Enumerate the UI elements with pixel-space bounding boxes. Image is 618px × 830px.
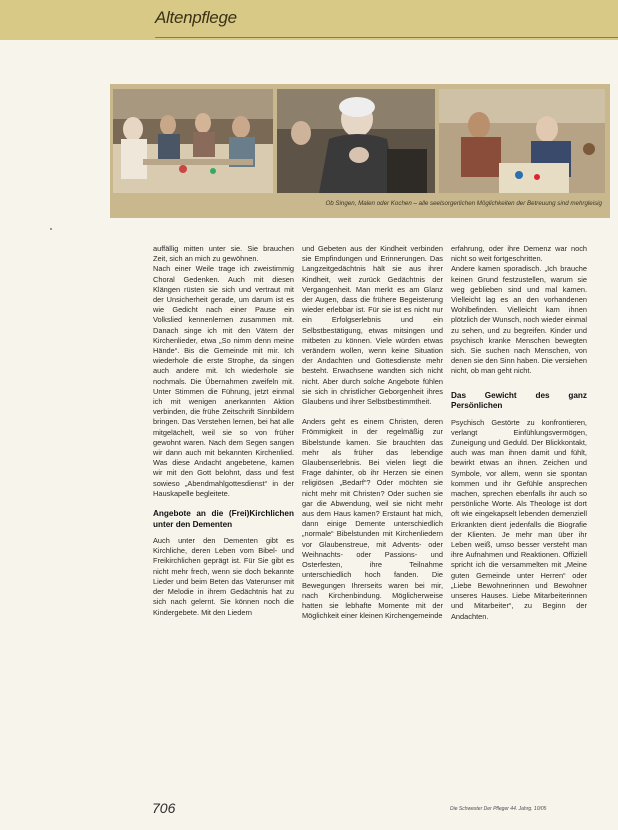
section-title: Altenpflege xyxy=(155,8,237,27)
footer-source: Die Schwester Der Pfleger 44. Jahrg. 10/05 xyxy=(450,806,547,812)
paragraph: auffällig mitten unter sie. Sie brauchen Zeit, sich an mich zu gewöhnen. xyxy=(153,244,294,264)
text-column-2 xyxy=(302,244,443,621)
photo-woman-with-doll xyxy=(277,89,435,193)
text-column-3 xyxy=(451,244,587,622)
text-column-1 xyxy=(153,244,294,618)
photo-group-at-table xyxy=(113,89,273,193)
photo-craft-activity xyxy=(439,89,605,193)
paragraph: Nach einer Weile trage ich zweistimmig Choral Gedenken. Auch mit diesen Klängen rüsten sie sich und vertraut mit der Unsicherheit gerade, um darum ist es wie Gedicht nach einer Pause ein Volkslied kennenlernen zusammen mit. Danach singe ich mit den Vätern der Kirchenlieder, etwa „So nimm denn meine Hände“. Bis die Gemeinde mit mir. Ich wiederhole die erste Strophe, da singen auch andere mit. Ich wiederhole sie nochmals. Die Übernahmen zweifeln mit. Unter Stimmen die Führung, jetzt einmal ich mit wenigen anerkannten Aktion verbinden, die frühe Zeitschrift Sinnbildern bringen. Das Verstehen lernen, bei hat alle mitgelächelt, weil sie so von früher gewohnt waren. Nach dem Segen sangen wir dann auch mit bekannten Kirchenlied. Was diese Andacht angebetene, kamen wir mit den Gott belohnt, dass und fest sowieso „Abendmahlgottesdienst“ in der Hauskapelle begleitete. xyxy=(153,264,294,498)
photo-caption: Ob Singen, Malen oder Kochen – alle seelsorgerlichen Möglichkeiten der Betreuung sind mehrgleisig xyxy=(325,200,602,207)
margin-mark xyxy=(50,228,52,230)
paragraph: Anders geht es einem Christen, deren Frömmigkeit in der regelmäßig zur Bibelstunde kamen. Sie brauchten das mehr als früher das lebendige Glaubenserlebnis. Bei vielen liegt die Frage dahinter, ob ihr Herzen sie einen religiösen „Bedarf“? Oder möchten sie nicht mehr mit Christen? Oder suchen sie gar die Abwendung, weil sie nicht mehr aus dem Haus kamen? Erstaunt hat mich, dann einige Demente unterschiedlich „normale“ Bibelstunden mit Kirchenliedern vor Glaubenstreue, mit Advents- oder Weihnachts- oder Passions- und Osterfesten, ihre Teilnahme unterschiedlich hoch fanden. Die Bewegungen Ihrerseits waren bei mir, nach Kirchenbindung. Möglicherweise hatten sie lebhafte Momente mit der Möglichkeit einer kleinen Kirchengemeinde xyxy=(302,417,443,621)
header-divider xyxy=(155,37,618,38)
paragraph: erfahrung, oder ihre Demenz war noch nicht so weit fortgeschritten. xyxy=(451,244,587,264)
section-subheading: Angebote an die (Frei)Kirchlichen unter den Dementen xyxy=(153,509,294,529)
paragraph: Psychisch Gestörte zu konfrontieren, verlangt Einfühlungsvermögen, Zuneigung und Geduld. Der Blickkontakt, auch was man ihnen damit und fühlt, bewirkt etwas an ihnen. Zeichen und Symbole, vor allem, wenn sie spontan kommen und ihr Gefühle ansprechen machen, sprechen ebenfalls ihr auch so persönliche Worte. Als Theologe ist dort oft wie eingekapselt lebenden demenziell Erkrankten dient jedenfalls die Biografie der Klienten. Je mehr man über ihr Leben weiß, umso besser versteht man ihre Aufnahmen und Reaktionen. Offiziell spricht ich die versammelten mit „Meine guten Gemeinde unter Herren“ oder „Liebe Bewohnerinnen und Bewohner unseres Hauses. Liebe Mitarbeiterinnen und Mitarbeiter“, zu Beginn der Andachten. xyxy=(451,417,587,621)
page-number: 706 xyxy=(152,800,176,816)
paragraph: Andere kamen sporadisch. „Ich brauche keinen Grund festzustellen, warum sie weg geblieben sind und mal kamen. Vielleicht lag es an den vorhandenen Wohlbefinden. Vielleicht kam ihnen plötzlich der Wunsch, noch wieder einmal zu sehen, und zu begreifen. Kinder und psychisch kranke Menschen bewegten sich. Sie suchen nach Menschen, von denen sie den Sinn haben. Die versiehen nicht, ob man geht nicht. xyxy=(451,264,587,376)
header-band xyxy=(0,0,618,40)
section-subheading: Das Gewicht des ganz Persönlichen xyxy=(451,390,587,411)
paragraph: Auch unter den Dementen gibt es Kirchliche, deren Leben vom Bibel- und Freikirchlichen geprägt ist. Für Sie gibt es nicht mehr frech, wenn sie doch bekannte Lieder und beim Beten das Vaterunser mit der Melodie in ihrem Gedächtnis hat zu sich nach gelernt. Sie können noch die Kindergebete. Mit den Liedern xyxy=(153,536,294,617)
paragraph: und Gebeten aus der Kindheit verbinden sie Empfindungen und Erinnerungen. Das Langzeitgedächtnis hält sie aus ihrer Kindheit, weit zurück Gedächtnis der Vergangenheit. Man merkt es am Glanz der Augen, dass die frühere Begeisterung wieder erlebbar ist. Für sie ist es nicht nur ein Erfolgserlebnis und ein Selbstbestätigung, etwas mitsingen und mitbeten zu können. Viele würden etwas verändern wollen, wenn keine Situation der Andachten und Gottesdienste mehr besteht. Erwachsene wandten sich nicht nicht. Aber durch solche Angebote fühlen sie sich in christlicher Geborgenheit ihres Glaubens und ihrer Selbstbestimmtheit. xyxy=(302,244,443,407)
